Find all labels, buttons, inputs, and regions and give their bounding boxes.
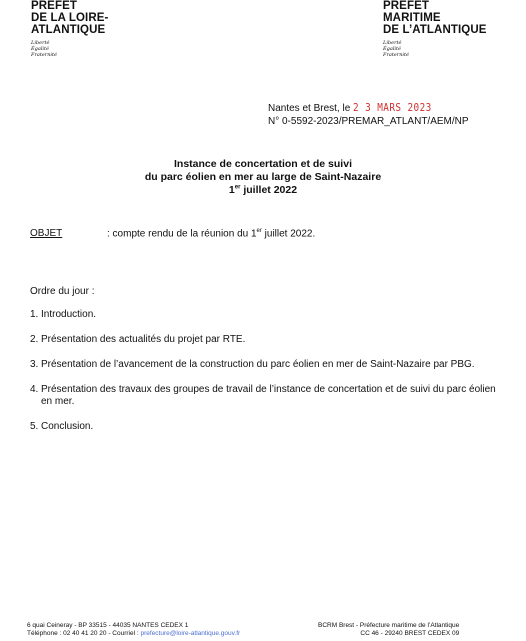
republic-motto [31,40,108,58]
title-day-suffix: er [234,184,241,191]
prefecture-title [31,0,108,36]
motto-line: Liberté [383,40,402,47]
footer-left-address [27,622,240,638]
agenda-item-number: 5. [30,421,39,432]
subject-day-suffix: er [256,228,262,234]
agenda-item-text: Présentation de l’avancement de la construction du parc éolien en mer de Saint-Nazaire par PBG. [41,359,475,370]
prefecture-title-line: DE L’ATLANTIQUE [383,24,487,37]
prefecture-title-line: PRÉFET [31,0,77,12]
prefecture-title-line: PRÉFET [383,0,429,12]
agenda-item-number: 2. [30,334,39,345]
motto-line: Liberté [31,40,50,47]
title-line: Instance de concertation et de suivi [174,158,352,170]
agenda-item-number: 3. [30,359,39,370]
agenda-item-number: 1. [30,309,39,320]
prefecture-title-line: MARITIME [383,12,441,25]
header-left-prefecture [31,0,108,58]
date-stamp: 2 3 MARS 2023 [353,101,432,114]
footer-address-line: BCRM Brest - Préfecture maritime de l’Atlantique [318,622,460,629]
title-month-year: juillet 2022 [240,183,298,196]
motto-line: Fraternité [31,52,57,59]
reference-number: N° 0-5592-2023/PREMAR_ATLANT/AEM/NP [268,116,469,128]
agenda-item-text: Présentation des actualités du projet par RTE. [41,334,246,345]
title-day: 1 [228,183,235,196]
agenda-item-text: Introduction. [41,309,97,320]
agenda-item [30,421,502,433]
agenda-heading: Ordre du jour : [30,286,95,297]
footer-email-link[interactable]: prefecture@loire-atlantique.gouv.fr [140,630,241,638]
date-reference-block [268,101,469,128]
footer-phone-text: Téléphone : 02 40 41 20 20 - Courriel : [27,630,141,638]
subject-text-end: juillet 2022. [261,228,316,240]
agenda-item-text: Conclusion. [41,421,94,432]
prefecture-title-line: ATLANTIQUE [31,24,106,37]
footer-address-line: 6 quai Ceineray - BP 33515 - 44035 NANTES CEDEX 1 [27,622,189,629]
agenda-item-number: 4. [30,384,39,395]
footer-right-address [318,622,459,638]
footer-address-line: CC 46 - 29240 BREST CEDEX 09 [360,630,460,638]
subject-row [30,228,315,239]
agenda-item [30,384,502,408]
prefecture-title-line: DE LA LOIRE- [31,12,109,25]
agenda-item-text: Présentation des travaux des groupes de travail de l’instance de concertation et de suivi du parc éolien en mer. [41,384,496,407]
subject-text: : compte rendu de la réunion du 1 [107,228,257,240]
date-line [268,101,469,115]
motto-line: Égalité [31,46,49,53]
title-date-line [0,184,526,197]
maritime-prefecture-title [383,0,487,36]
document-title [0,158,526,196]
motto-line: Égalité [383,46,401,53]
header-right-prefecture [383,0,487,58]
motto-line: Fraternité [383,52,409,59]
agenda-item [30,334,502,346]
republic-motto [383,40,487,58]
agenda-item [30,309,502,321]
agenda-list [30,309,502,446]
subject-label: OBJET [30,228,63,240]
footer-contact-line [27,630,240,638]
date-place: Nantes et Brest, le [268,103,351,114]
agenda-item [30,359,502,371]
title-line: du parc éolien en mer au large de Saint-Nazaire [144,170,382,183]
